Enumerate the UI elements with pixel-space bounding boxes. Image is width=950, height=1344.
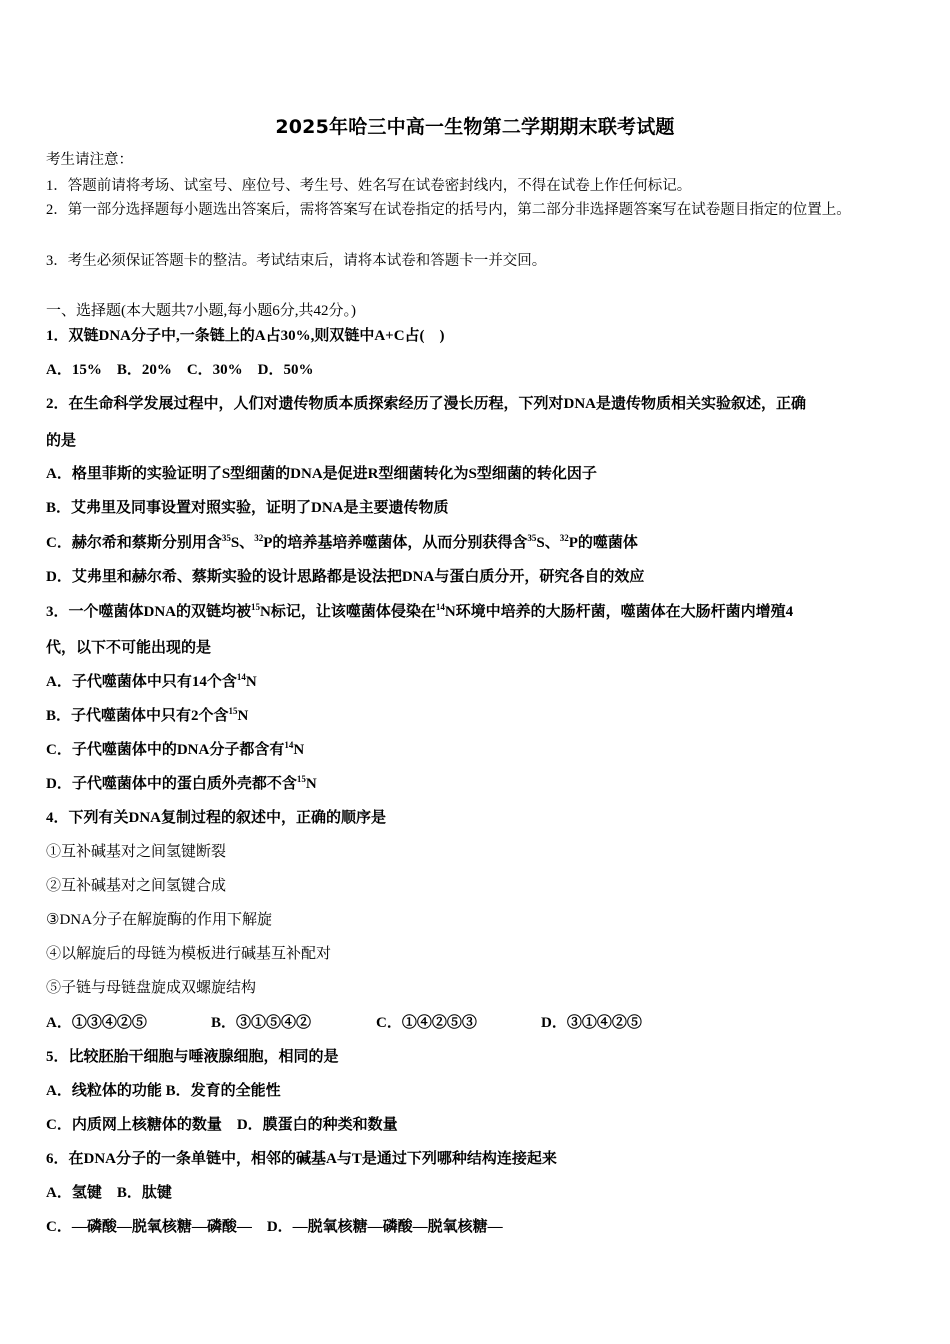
question-3-option-b: B．子代噬菌体中只有2个含$^{15}$N xyxy=(46,706,249,724)
question-6-stem: 6．在DNA分子的一条单链中，相邻的碱基A与T是通过下列哪种结构连接起来 xyxy=(46,1151,557,1167)
question-6-options-cd: C．—磷酸—脱氧核糖—磷酸— D．—脱氧核糖—磷酸—脱氧核糖— xyxy=(46,1219,503,1235)
question-4-step-1: ①互补碱基对之间氢键断裂 xyxy=(46,844,227,860)
notice-item-1: 1．答题前请将考场、试室号、座位号、考生号、姓名写在试卷密封线内，不得在试卷上作任何标记。 xyxy=(46,178,692,194)
question-2-stem-cont: 的是 xyxy=(46,433,77,449)
question-5-stem: 5．比较胚胎干细胞与唾液腺细胞，相同的是 xyxy=(46,1049,339,1065)
notice-item-2: 2．第一部分选择题每小题选出答案后，需将答案写在试卷指定的括号内，第二部分非选择题答案写在试卷题目指定的位置上。 xyxy=(46,202,851,218)
question-1-options: A．15% B．20% C．30% D．50% xyxy=(46,362,314,378)
page-title: 2025年哈三中高一生物第二学期期末联考试题 xyxy=(275,116,675,138)
question-2-option-b: B．艾弗里及同事设置对照实验，证明了DNA是主要遗传物质 xyxy=(46,500,449,516)
question-1-stem: 1．双链DNA分子中,一条链上的A占30%,则双链中A+C占( ) xyxy=(46,328,445,344)
section-heading: 一、选择题(本大题共7小题,每小题6分,共42分。) xyxy=(46,303,356,319)
question-4-options xyxy=(46,1014,906,1032)
question-2-stem: 2．在生命科学发展过程中，人们对遗传物质本质探索经历了漫长历程，下列对DNA是遗传物质相关实验叙述，正确 xyxy=(46,396,807,412)
question-4-option-c: C．①④②⑤③ xyxy=(376,1015,477,1031)
question-2-option-c: C．赫尔希和蔡斯分别用含$^{35}$S、$^{32}$P的培养基培养噬菌体，从而分别获得含$^{35}$S、$^{32}$P的噬菌体 xyxy=(46,533,638,551)
question-3-option-c: C．子代噬菌体中的DNA分子都含有$^{14}$N xyxy=(46,740,305,758)
notice-item-3: 3．考生必须保证答题卡的整洁。考试结束后，请将本试卷和答题卡一并交回。 xyxy=(46,253,547,269)
question-4-step-3: ③DNA分子在解旋酶的作用下解旋 xyxy=(46,912,272,928)
question-3-stem-cont: 代，以下不可能出现的是 xyxy=(46,640,212,656)
question-6-options-ab: A．氢键 B．肽键 xyxy=(46,1185,172,1201)
question-2-option-d: D．艾弗里和赫尔希、蔡斯实验的设计思路都是设法把DNA与蛋白质分开，研究各自的效应 xyxy=(46,569,645,585)
question-4-option-a: A．①③④②⑤ xyxy=(46,1015,147,1031)
question-5-options-cd: C．内质网上核糖体的数量 D．膜蛋白的种类和数量 xyxy=(46,1117,398,1133)
question-4-step-2: ②互补碱基对之间氢键合成 xyxy=(46,878,227,894)
question-2-option-a: A．格里菲斯的实验证明了S型细菌的DNA是促进R型细菌转化为S型细菌的转化因子 xyxy=(46,466,597,482)
question-3-option-d: D．子代噬菌体中的蛋白质外壳都不含$^{15}$N xyxy=(46,774,317,792)
question-4-option-b: B．③①⑤④② xyxy=(211,1015,312,1031)
question-4-step-4: ④以解旋后的母链为模板进行碱基互补配对 xyxy=(46,946,332,962)
question-3-option-a: A．子代噬菌体中只有14个含$^{14}$N xyxy=(46,672,257,690)
question-4-option-d: D．③①④②⑤ xyxy=(541,1015,642,1031)
question-4-step-5: ⑤子链与母链盘旋成双螺旋结构 xyxy=(46,980,257,996)
notice-heading: 考生请注意： xyxy=(46,152,133,168)
question-5-options-ab: A．线粒体的功能 B．发育的全能性 xyxy=(46,1083,281,1099)
question-3-stem: 3．一个噬菌体DNA的双链均被$^{15}$N标记，让该噬菌体侵染在$^{14}$N环境中培养的大肠杆菌，噬菌体在大肠杆菌内增殖4 xyxy=(46,602,794,620)
question-4-stem: 4．下列有关DNA复制过程的叙述中，正确的顺序是 xyxy=(46,810,386,826)
